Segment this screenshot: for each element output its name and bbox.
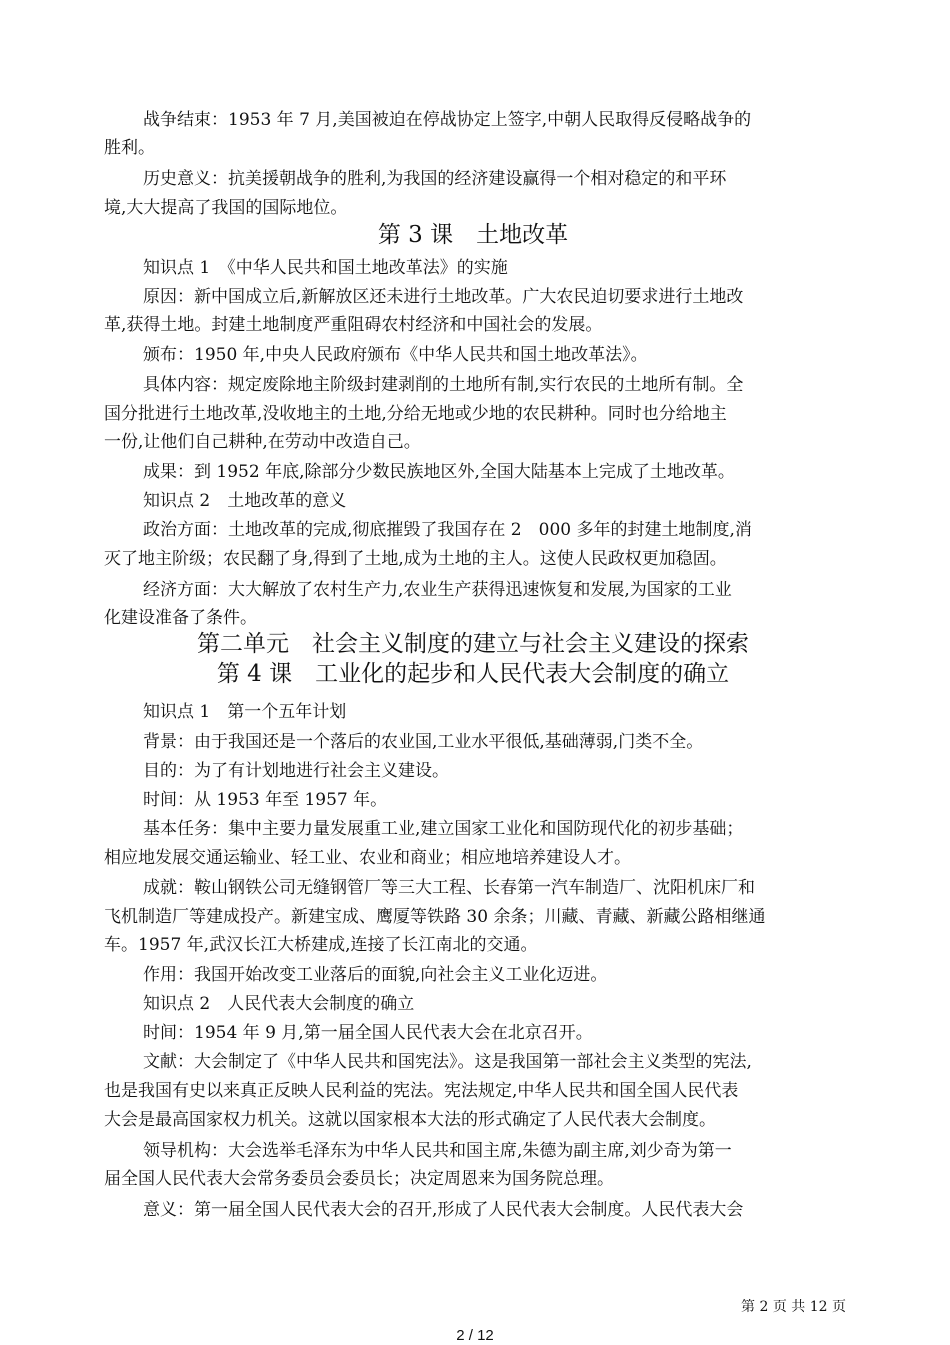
text-line: 具体内容：规定废除地主阶级封建剥削的土地所有制,实行农民的土地所有制。全 [143, 375, 744, 395]
text-line: 大会是最高国家权力机关。这就以国家根本大法的形式确定了人民代表大会制度。 [104, 1110, 716, 1130]
text-line: 成果：到 1952 年底,除部分少数民族地区外,全国大陆基本上完成了土地改革。 [143, 462, 735, 482]
text-line: 经济方面：大大解放了农村生产力,农业生产获得迅速恢复和发展,为国家的工业 [143, 580, 732, 600]
text-line: 成就：鞍山钢铁公司无缝钢管厂等三大工程、长春第一汽车制造厂、沈阳机床厂和 [143, 878, 755, 898]
text-line: 颁布：1950 年,中央人民政府颁布《中华人民共和国土地改革法》。 [143, 345, 648, 365]
text-line: 灭了地主阶级；农民翻了身,得到了土地,成为土地的主人。这使人民政权更加稳固。 [104, 549, 727, 569]
section-heading: 知识点 1 第一个五年计划 [143, 702, 347, 722]
unit-title: 第二单元 社会主义制度的建立与社会主义建设的探索 [197, 631, 749, 657]
text-line: 胜利。 [104, 138, 155, 158]
text-line: 原因：新中国成立后,新解放区还未进行土地改革。广大农民迫切要求进行土地改 [143, 287, 744, 307]
section-heading: 知识点 2 人民代表大会制度的确立 [143, 994, 415, 1014]
text-line: 政治方面：土地改革的完成,彻底摧毁了我国存在 2 000 多年的封建土地制度,消 [143, 520, 752, 540]
page-footer: 第 2 页 共 12 页 [741, 1299, 846, 1315]
text-line: 国分批进行土地改革,没收地主的土地,分给无地或少地的农民耕种。同时也分给地主 [104, 404, 727, 424]
text-line: 届全国人民代表大会常务委员会委员长；决定周恩来为国务院总理。 [104, 1169, 614, 1189]
text-line: 历史意义：抗美援朝战争的胜利,为我国的经济建设赢得一个相对稳定的和平环 [143, 169, 727, 189]
section-heading: 知识点 2 土地改革的意义 [143, 491, 347, 511]
text-line: 意义：第一届全国人民代表大会的召开,形成了人民代表大会制度。人民代表大会 [143, 1200, 744, 1220]
text-line: 时间：从 1953 年至 1957 年。 [143, 790, 388, 810]
text-line: 时间：1954 年 9 月,第一届全国人民代表大会在北京召开。 [143, 1023, 593, 1043]
text-line: 目的：为了有计划地进行社会主义建设。 [143, 761, 449, 781]
section-heading: 知识点 1 《中华人民共和国土地改革法》的实施 [143, 258, 508, 278]
text-line: 作用：我国开始改变工业落后的面貌,向社会主义工业化迈进。 [143, 965, 608, 985]
page-indicator: 2 / 12 [456, 1327, 494, 1344]
text-line: 文献：大会制定了《中华人民共和国宪法》。这是我国第一部社会主义类型的宪法, [143, 1052, 752, 1072]
text-line: 车。1957 年,武汉长江大桥建成,连接了长江南北的交通。 [104, 935, 538, 955]
text-line: 革,获得土地。封建土地制度严重阻碍农村经济和中国社会的发展。 [104, 315, 603, 335]
text-line: 战争结束：1953 年 7 月,美国被迫在停战协定上签字,中朝人民取得反侵略战争的 [143, 110, 752, 130]
text-line: 化建设准备了条件。 [104, 608, 257, 628]
text-line: 背景：由于我国还是一个落后的农业国,工业水平很低,基础薄弱,门类不全。 [143, 732, 704, 752]
text-line: 一份,让他们自己耕种,在劳动中改造自己。 [104, 432, 421, 452]
lesson-title: 第 3 课 土地改革 [377, 222, 569, 248]
text-line: 相应地发展交通运输业、轻工业、农业和商业；相应地培养建设人才。 [104, 848, 631, 868]
text-line: 也是我国有史以来真正反映人民利益的宪法。宪法规定,中华人民共和国全国人民代表 [104, 1081, 739, 1101]
text-line: 飞机制造厂等建成投产。新建宝成、鹰厦等铁路 30 余条；川藏、青藏、新藏公路相继通 [104, 907, 766, 927]
lesson-title: 第 4 课 工业化的起步和人民代表大会制度的确立 [216, 661, 730, 687]
text-line: 基本任务：集中主要力量发展重工业,建立国家工业化和国防现代化的初步基础； [143, 819, 744, 839]
text-line: 境,大大提高了我国的国际地位。 [104, 198, 348, 218]
text-line: 领导机构：大会选举毛泽东为中华人民共和国主席,朱德为副主席,刘少奇为第一 [143, 1141, 732, 1161]
